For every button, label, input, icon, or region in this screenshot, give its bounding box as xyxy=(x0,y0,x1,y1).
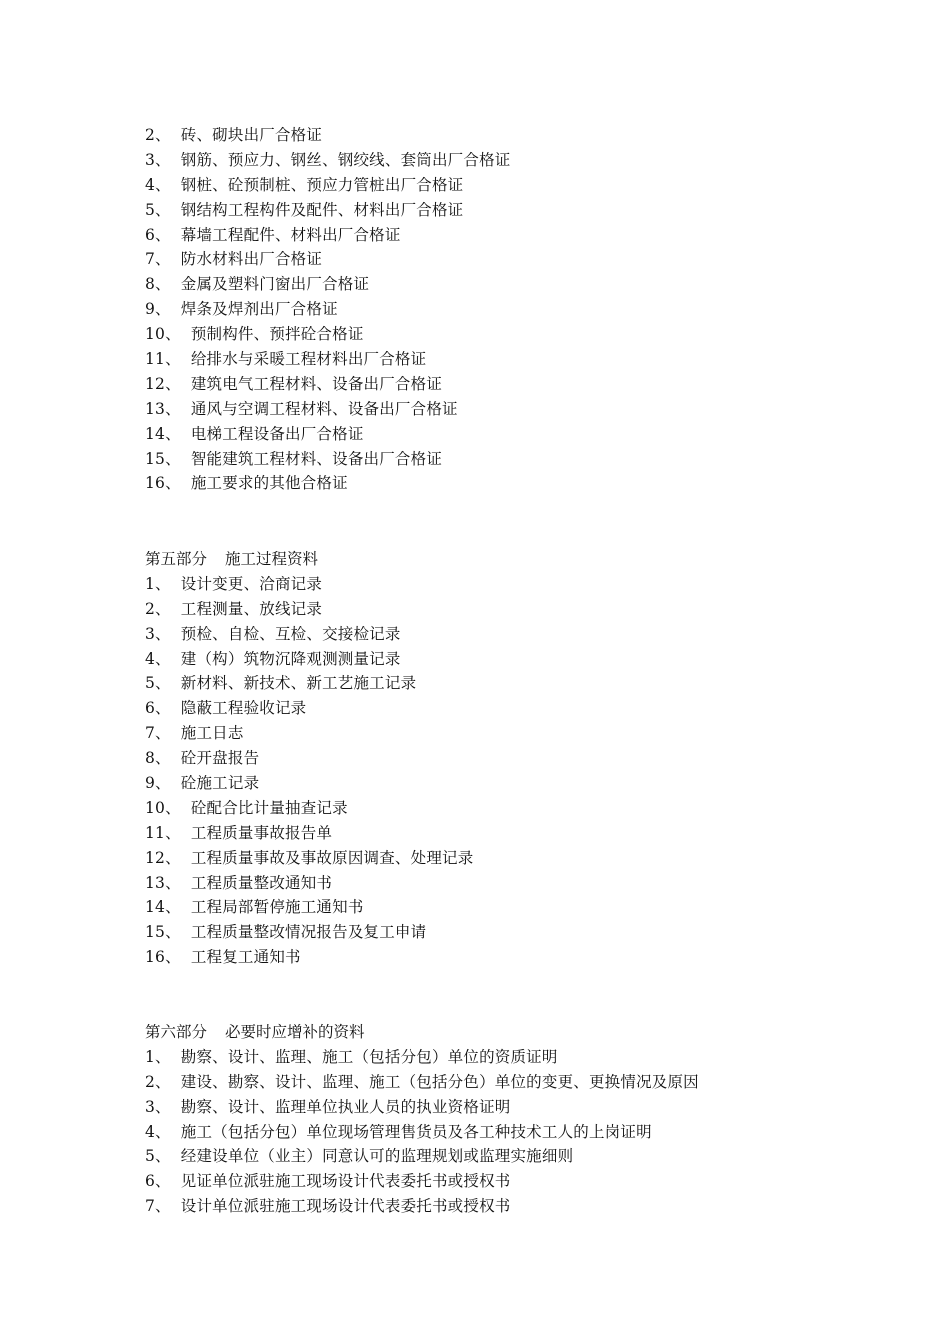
section-label: 第五部分 xyxy=(145,550,208,568)
list-item: 1、 勘察、设计、监理、施工（包括分包）单位的资质证明 xyxy=(145,1047,558,1066)
part4-list xyxy=(145,123,845,496)
list-item: 8、 金属及塑料门窗出厂合格证 xyxy=(145,275,370,294)
list-item: 16、 工程复工通知书 xyxy=(145,948,301,967)
section-title: 施工过程资料 xyxy=(225,550,319,568)
list-item: 6、 见证单位派驻施工现场设计代表委托书或授权书 xyxy=(145,1172,511,1191)
list-item: 14、 电梯工程设备出厂合格证 xyxy=(145,424,364,443)
list-item: 9、 砼施工记录 xyxy=(145,774,260,793)
section-title: 必要时应增补的资料 xyxy=(225,1023,365,1041)
list-item: 2、 工程测量、放线记录 xyxy=(145,599,323,618)
list-item: 2、 建设、勘察、设计、监理、施工（包括分色）单位的变更、更换情况及原因 xyxy=(145,1072,699,1091)
list-item: 1、 设计变更、洽商记录 xyxy=(145,574,323,593)
list-item: 14、 工程局部暂停施工通知书 xyxy=(145,898,364,917)
list-item: 10、 砼配合比计量抽查记录 xyxy=(145,798,348,817)
part6-section xyxy=(145,1020,845,1219)
list-item: 6、 隐蔽工程验收记录 xyxy=(145,699,307,718)
list-item: 12、 建筑电气工程材料、设备出厂合格证 xyxy=(145,374,443,393)
list-item: 5、 新材料、新技术、新工艺施工记录 xyxy=(145,674,417,693)
list-item: 11、 工程质量事故报告单 xyxy=(145,823,333,842)
list-item: 12、 工程质量事故及事故原因调查、处理记录 xyxy=(145,848,474,867)
list-item: 16、 施工要求的其他合格证 xyxy=(145,474,348,493)
list-item: 5、 经建设单位（业主）同意认可的监理规划或监理实施细则 xyxy=(145,1147,574,1166)
list-item: 7、 设计单位派驻施工现场设计代表委托书或授权书 xyxy=(145,1197,511,1216)
list-item: 7、 防水材料出厂合格证 xyxy=(145,250,323,269)
list-item: 13、 通风与空调工程材料、设备出厂合格证 xyxy=(145,399,458,418)
list-item: 4、 建（构）筑物沉降观测测量记录 xyxy=(145,649,401,668)
list-item: 4、 钢桩、砼预制桩、预应力管桩出厂合格证 xyxy=(145,175,464,194)
list-item: 15、 智能建筑工程材料、设备出厂合格证 xyxy=(145,449,443,468)
list-item: 6、 幕墙工程配件、材料出厂合格证 xyxy=(145,225,401,244)
list-item: 5、 钢结构工程构件及配件、材料出厂合格证 xyxy=(145,200,464,219)
list-item: 3、 勘察、设计、监理单位执业人员的执业资格证明 xyxy=(145,1097,511,1116)
section-label: 第六部分 xyxy=(145,1023,208,1041)
list-item: 11、 给排水与采暖工程材料出厂合格证 xyxy=(145,350,427,369)
list-item: 3、 钢筋、预应力、钢丝、钢绞线、套筒出厂合格证 xyxy=(145,150,511,169)
list-item: 10、 预制构件、预拌砼合格证 xyxy=(145,325,364,344)
list-item: 4、 施工（包括分包）单位现场管理售货员及各工种技术工人的上岗证明 xyxy=(145,1122,652,1141)
section-heading xyxy=(145,1020,845,1045)
list-item: 2、 砖、砌块出厂合格证 xyxy=(145,126,323,144)
list-item: 3、 预检、自检、互检、交接检记录 xyxy=(145,624,401,643)
list-item: 8、 砼开盘报告 xyxy=(145,749,260,768)
part5-section xyxy=(145,547,845,970)
section-heading xyxy=(145,547,845,572)
list-item: 7、 施工日志 xyxy=(145,724,244,743)
list-item: 15、 工程质量整改情况报告及复工申请 xyxy=(145,923,427,942)
list-item: 13、 工程质量整改通知书 xyxy=(145,873,333,892)
list-item: 9、 焊条及焊剂出厂合格证 xyxy=(145,300,338,319)
